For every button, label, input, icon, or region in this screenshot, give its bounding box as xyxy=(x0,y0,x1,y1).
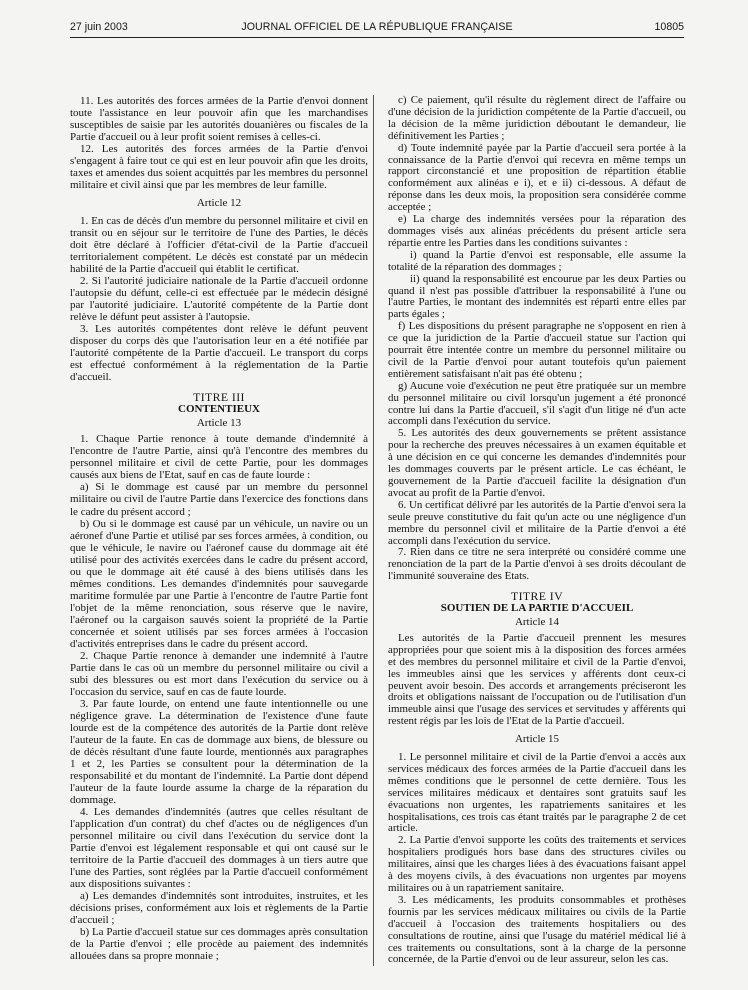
paragraph: d) Toute indemnité payée par la Partie d'accueil sera portée à la connaissance de la Partie d'envoi qui recevra en même temps un rapport circonstancié et une proposition de répartition établie conformément aux alinéas e i), et e ii) ci-dessous. A défaut de réponse dans les deux mois, la proposition sera considérée comme acceptée ; xyxy=(388,141,686,214)
paragraph: b) La Partie d'accueil statue sur ces dommages après consultation de la Partie d'envoi ; elle procède au paiement des indemnités allouées dans sa propre monnaie ; xyxy=(70,926,368,963)
sub-paragraph: i) quand la Partie d'envoi est responsable, elle assume la totalité de la réparation des dommages ; xyxy=(388,248,686,273)
left-column xyxy=(70,95,368,962)
header-rule xyxy=(70,37,684,38)
paragraph: 2. La Partie d'envoi supporte les coûts des traitements et services hospitaliers prodigués hors base dans des structures civiles ou militaires, ainsi que les charges liées à des évacuations faisant appel à des moyens civils, à des évacuations non urgentes par moyens militaires ou à un rapatriement sanitaire. xyxy=(388,834,686,894)
column-separator xyxy=(373,95,374,966)
paragraph: 3. Les médicaments, les produits consommables et prothèses fournis par les services médicaux militaires ou civils de la Partie d'accueil à l'occasion des traitements hospitaliers ou des consultations de routine, ainsi que l'usage du matériel médical lié à ces traitements ou consultations, sont à la charge de la personne concernée, de la Partie d'envoi ou de leur assureur, selon les cas. xyxy=(388,893,686,966)
paragraph: 5. Les autorités des deux gouvernements se prêtent assistance pour la recherche des preuves nécessaires à un examen équitable et à une décision en ce qui concerne les demandes d'indemnités pour les dommages couverts par le présent article. Le cas échéant, le gouvernement de la Partie d'accueil facilite la désignation d'un avocat au profit de la Partie d'envoi. xyxy=(388,427,686,499)
section-heading: SOUTIEN DE LA PARTIE D'ACCUEIL xyxy=(440,602,634,615)
page-header xyxy=(70,19,684,35)
article-heading: Article 15 xyxy=(515,733,559,746)
article-heading: Article 14 xyxy=(515,615,559,628)
title-heading: TITRE IV xyxy=(510,589,563,604)
paragraph: 6. Un certificat délivré par les autorités de la Partie d'envoi sera la seule preuve constitutive du fait qu'un acte ou une négligence d'un membre du personnel civil et militaire de la Partie d'envoi a été accompli dans l'exécution du service. xyxy=(388,498,686,547)
paragraph: 11. Les autorités des forces armées de la Partie d'envoi donnent toute l'assistance en leur pouvoir afin que les marchandises susceptibles de saisie par les autorités douanières ou fiscales de la Partie d'accueil ou à leur profit soient remises à celles-ci. xyxy=(70,95,368,144)
sub-paragraph: ii) quand la responsabilité est encourue par les deux Parties ou quand il n'est pas possible d'attribuer la responsabilité à l'une ou l'autre Parties, le montant des indemnités est réparti entre elles par parts égales ; xyxy=(388,272,686,321)
paragraph: f) Les dispositions du présent paragraphe ne s'opposent en rien à ce que la juridiction de la Partie d'accueil statue sur l'action qui pourrait être intentée contre un membre du personnel militaire ou civil de la Partie d'envoi pour autant toutefois qu'un paiement entièrement satisfaisant n'ait pas été obtenu ; xyxy=(388,320,686,380)
journal-title: JOURNAL OFFICIEL DE LA RÉPUBLIQUE FRANÇAISE xyxy=(241,21,513,33)
paragraph: 2. Si l'autorité judiciaire nationale de la Partie d'accueil ordonne l'autopsie du défunt, celle-ci est effectuée par le médecin désigné par l'autorité judiciaire. L'autorité compétente de la Partie dont relève le défunt peut assister à l'autopsie. xyxy=(70,275,368,324)
paragraph: 3. Les autorités compétentes dont relève le défunt peuvent disposer du corps dès que l'autorisation leur en a été notifiée par l'autorité compétente de la Partie d'accueil. Le transport du corps est effectué conformément à la réglementation de la Partie d'accueil. xyxy=(70,323,368,384)
paragraph: e) La charge des indemnités versées pour la réparation des dommages visés aux alinéas précédents du présent article sera répartie entre les Parties dans les conditions suivantes : xyxy=(388,213,686,249)
paragraph: c) Ce paiement, qu'il résulte du règlement direct de l'affaire ou d'une décision de la juridiction compétente de la Partie d'accueil, ou la décision de la même juridiction déboutant le demandeur, lie définitivement les Parties ; xyxy=(388,94,686,142)
article-heading: Article 12 xyxy=(196,197,242,210)
issue-date: 27 juin 2003 xyxy=(70,21,128,33)
page-number: 10805 xyxy=(654,21,684,33)
paragraph: 1. Chaque Partie renonce à toute demande d'indemnité à l'encontre de l'autre Partie, ainsi qu'à l'encontre des membres du personnel militaire et civil de cette Partie, pour les dommages causés aux biens de l'Etat, sauf en cas de faute lourde : xyxy=(70,433,368,482)
paragraph: 1. En cas de décès d'un membre du personnel militaire et civil en transit ou en séjour sur le territoire de l'une des Parties, le décès doit être déclaré à l'officier d'état-civil de la Partie d'accueil territorialement compétent. Le décès est constaté par un médecin habilité de la Partie d'accueil qui établit le certificat. xyxy=(70,215,368,276)
paragraph: 4. Les demandes d'indemnités (autres que celles résultant de l'application d'un contrat) du chef d'actes ou de négligences d'un personnel militaire ou civil dans l'exécution du service dont la Partie d'envoi est légalement responsable et qui ont causé sur le territoire de la Partie d'accueil des dommages à un tiers autre que l'une des Parties, sont réglées par la Partie d'accueil conformément aux dispositions suivantes : xyxy=(70,805,368,890)
paragraph: a) Les demandes d'indemnités sont introduites, instruites, et les décisions prises, conformément aux lois et règlements de la Partie d'accueil ; xyxy=(70,890,368,927)
paragraph: Les autorités de la Partie d'accueil prennent les mesures appropriées pour que soient mis à la disposition des forces armées et des membres du personnel militaire et civil de la Partie d'envoi, les immeubles ainsi que les services y afférents dont ceux-ci peuvent avoir besoin. Des accords et arrangements préciseront les droits et obligations naissant de l'occupation ou de l'utilisation d'un immeuble ainsi que l'usage des services et servitudes y afférents qui restent régis par les lois de l'Etat de la Partie d'accueil. xyxy=(388,631,686,728)
article-heading: Article 13 xyxy=(196,417,242,430)
right-column xyxy=(388,95,686,966)
paragraph: a) Si le dommage est causé par un membre du personnel militaire ou civil de l'autre Partie dans l'exercice des fonctions dans le cadre du présent accord ; xyxy=(70,481,368,518)
paragraph: b) Ou si le dommage est causé par un véhicule, un navire ou un aéronef d'une Partie et utilisé par ses forces armées, à condition, ou que le véhicule, le navire ou l'aéronef cause du dommage ait été utilisé pour des activités exercées dans le cadre du présent accord, ou que le dommage ait été causé à des biens utilisés dans les mêmes conditions. Les demandes d'indemnités pour sauvegarde maritime formulée par une Partie à l'encontre de l'autre Partie font l'objet de la même renonciation, sous réserve que le navire, l'aéronef ou la cargaison sauvés soient la propriété de la Partie concernée et soient utilisés par ses forces armées à l'occasion d'activités entreprises dans le cadre du présent accord. xyxy=(70,517,368,650)
paragraph: 1. Le personnel militaire et civil de la Partie d'envoi a accès aux services médicaux des forces armées de la Partie d'accueil dans les mêmes conditions que le personnel de cette dernière. Tous les services militaires médicaux et dentaires sont gratuits sauf les évacuations non urgentes, les rapatriements sanitaires et les hospitalisations, ces trois cas étant traités par le paragraphe 2 de cet article. xyxy=(388,751,686,835)
paragraph: g) Aucune voie d'exécution ne peut être pratiquée sur un membre du personnel militaire ou civil lorsqu'un jugement a été prononcé contre lui dans la Partie d'accueil, s'il s'agit d'un litige né d'un acte accompli dans l'exécution du service. xyxy=(388,379,686,428)
paragraph: 2. Chaque Partie renonce à demander une indemnité à l'autre Partie dans le cas où un membre du personnel militaire ou civil a subi des blessures ou est mort dans l'exécution du service ou à l'occasion du service, sauf en cas de faute lourde. xyxy=(70,649,368,698)
title-heading: TITRE III xyxy=(193,390,245,405)
paragraph: 3. Par faute lourde, on entend une faute intentionnelle ou une négligence grave. La détermination de l'existence d'une faute lourde est de la compétence des autorités de la Partie dont relève l'auteur de la faute. En cas de dommage aux biens, de blessure ou de décès résultant d'une faute lourde, mentionnés aux paragraphes 1 et 2, les Parties se consultent pour la détermination de la responsabilité et du montant de l'indemnité. La Partie dont dépend l'auteur de la faute lourde assume la charge de la réparation du dommage. xyxy=(70,697,368,806)
paragraph: 7. Rien dans ce titre ne sera interprété ou considéré comme une renonciation de la part de la Partie d'envoi à ses droits découlant de l'immunité souveraine des Etats. xyxy=(388,546,686,583)
paragraph: 12. Les autorités des forces armées de la Partie d'envoi s'engagent à faire tout ce qui est en leur pouvoir afin que les droits, taxes et amendes dus soient acquittés par les membres du personnel militaire et civil ainsi que par les membres de leur famille. xyxy=(70,143,368,192)
section-heading: CONTENTIEUX xyxy=(178,403,260,416)
